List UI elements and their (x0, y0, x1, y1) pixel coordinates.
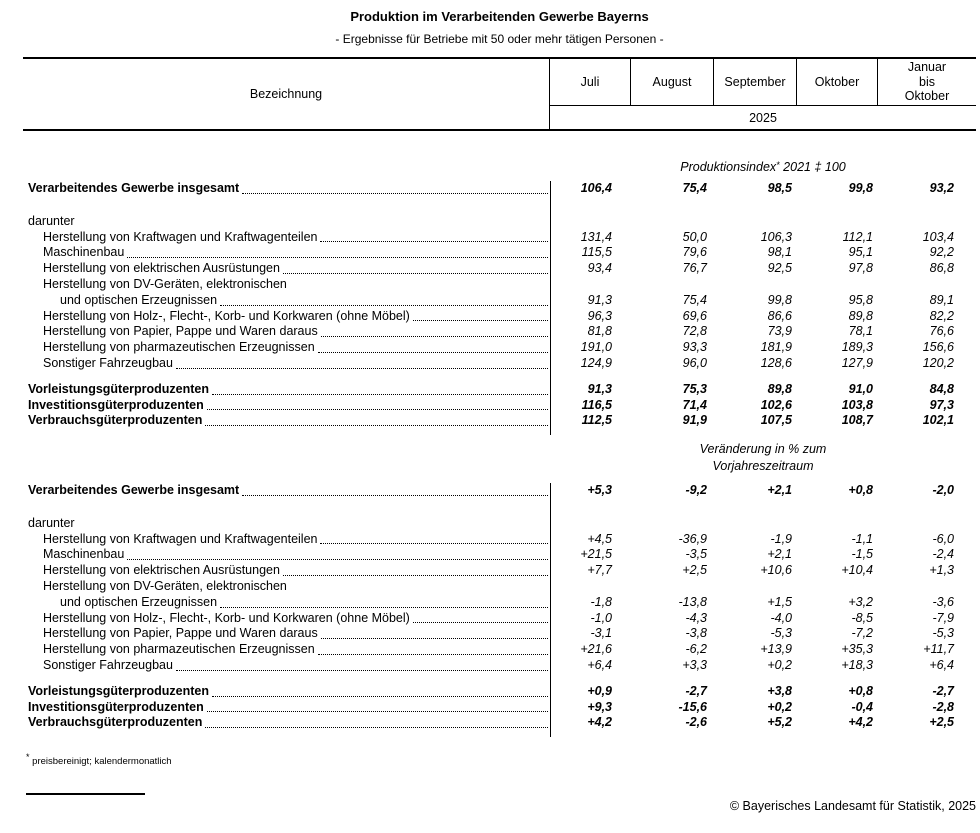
value-cell: +2,1 (767, 547, 792, 562)
table-row (23, 413, 976, 429)
value-cell: 93,3 (682, 340, 707, 355)
row-label-text: Herstellung von Papier, Pappe und Waren daraus (43, 324, 318, 339)
caption-segment: Vorjahreszeitraum (712, 458, 814, 473)
change-values-block (23, 483, 976, 731)
value-cell: +7,7 (587, 563, 612, 578)
value-cell: 112,5 (581, 413, 612, 428)
row-label-text: Herstellung von Holz-, Flecht-, Korb- und Korkwaren (ohne Möbel) (43, 308, 410, 323)
caption-line (550, 159, 976, 177)
value-cell: +2,1 (767, 483, 792, 497)
value-cell: -2,7 (932, 683, 954, 698)
value-cell: 91,3 (587, 292, 612, 307)
dotted-leader (318, 654, 548, 655)
table-row (23, 261, 976, 277)
value-cell: 95,8 (848, 292, 873, 307)
table-row (23, 611, 976, 627)
value-cell: 91,3 (587, 381, 612, 396)
value-cell: 97,3 (929, 397, 954, 412)
section-caption-veraenderung (550, 441, 976, 474)
dotted-leader (320, 241, 548, 242)
value-cell: 106,4 (580, 181, 612, 195)
row-label (23, 684, 550, 700)
value-cell: +6,4 (929, 657, 954, 672)
row-label-text: und optischen Erzeugnissen (60, 594, 218, 609)
value-cell: 120,2 (922, 355, 954, 370)
value-cell: 156,6 (922, 340, 954, 355)
row-label (23, 261, 550, 277)
value-cell: 50,0 (682, 229, 707, 244)
value-cell: 108,7 (841, 413, 873, 428)
value-cell: -3,1 (590, 626, 612, 641)
value-cell: -1,0 (590, 610, 612, 625)
value-cell: -8,5 (851, 610, 873, 625)
row-label-text: Herstellung von pharmazeutischen Erzeugnissen (43, 340, 315, 355)
row-label (23, 181, 550, 197)
row-label (23, 230, 550, 246)
dotted-leader (242, 193, 548, 194)
row-label (23, 245, 550, 261)
value-cell: 79,6 (682, 245, 707, 260)
value-cell: -3,8 (685, 626, 707, 641)
table-row (23, 715, 976, 731)
table-row (23, 214, 976, 230)
table-header (23, 57, 976, 131)
value-cell: 91,0 (848, 381, 873, 396)
value-cell: 76,6 (929, 324, 954, 339)
table-row (23, 684, 976, 700)
value-cell: +10,4 (841, 563, 873, 578)
value-cell: 75,4 (682, 292, 707, 307)
value-cell: 72,8 (682, 324, 707, 339)
value-cell: 89,8 (767, 381, 792, 396)
row-label (23, 642, 550, 658)
page-subtitle: - Ergebnisse für Betriebe mit 50 oder mehr tätigen Personen - (335, 32, 664, 46)
dotted-leader (205, 425, 548, 426)
value-cell: 92,2 (929, 245, 954, 260)
value-cell: 181,9 (760, 340, 792, 355)
column-header-januar-bis-oktober (878, 59, 976, 105)
row-label-text: Verbrauchsgüterproduzenten (28, 715, 203, 730)
value-cell: -1,1 (851, 531, 873, 546)
value-cell: +5,3 (587, 483, 612, 497)
value-cell: 71,4 (682, 397, 707, 412)
value-cell: +21,5 (580, 547, 612, 562)
value-cell: +6,4 (587, 657, 612, 672)
row-label-text: Investitionsgüterproduzenten (28, 699, 204, 714)
value-cell: +0,8 (848, 483, 873, 497)
value-cell: -6,2 (685, 642, 707, 657)
value-cell: +1,5 (767, 594, 792, 609)
value-cell: 191,0 (580, 340, 612, 355)
row-label-text: Herstellung von Papier, Pappe und Waren daraus (43, 626, 318, 641)
caption-segment: * (776, 160, 780, 170)
dotted-leader (242, 495, 548, 496)
value-cell: -1,9 (770, 531, 792, 546)
value-cell: +0,9 (587, 683, 612, 698)
dotted-leader (283, 273, 548, 274)
row-label (23, 340, 550, 356)
value-cell: 99,8 (848, 181, 873, 195)
table-row (23, 324, 976, 340)
value-cell: 73,9 (767, 324, 792, 339)
row-label (23, 483, 550, 499)
value-cell: -5,3 (932, 626, 954, 641)
value-cell: -2,7 (685, 683, 707, 698)
value-cell: 124,9 (580, 355, 612, 370)
dotted-leader (176, 368, 548, 369)
column-divider-line (550, 483, 551, 737)
value-cell: +10,6 (760, 563, 792, 578)
value-cell: 93,2 (929, 181, 954, 195)
caption-segment: Produktionsindex (680, 160, 777, 174)
value-cell: +5,2 (767, 715, 792, 730)
table-row (23, 642, 976, 658)
dotted-leader (413, 320, 548, 321)
row-label-text: Herstellung von DV-Geräten, elektronischen (43, 578, 287, 593)
row-label-text: Maschinenbau (43, 547, 125, 562)
value-cell: +18,3 (841, 657, 873, 672)
value-cell: 78,1 (848, 324, 873, 339)
value-cell: -2,0 (932, 483, 954, 497)
column-header-august: August (631, 59, 714, 105)
row-label-text: Vorleistungsgüterproduzenten (28, 381, 210, 396)
value-cell: -2,8 (932, 699, 954, 714)
value-cell: 96,3 (587, 308, 612, 323)
value-cell: +2,5 (929, 715, 954, 730)
value-cell: +0,2 (767, 699, 792, 714)
row-label (23, 563, 550, 579)
value-cell: +13,9 (760, 642, 792, 657)
value-cell: 95,1 (848, 245, 873, 260)
value-cell: -3,6 (932, 594, 954, 609)
row-label-text: Herstellung von DV-Geräten, elektronischen (43, 276, 287, 291)
row-label (23, 277, 550, 293)
value-cell: -4,0 (770, 610, 792, 625)
value-cell: 89,8 (848, 308, 873, 323)
value-cell: 96,0 (682, 355, 707, 370)
footnote-text: preisbereinigt; kalendermonatlich (32, 756, 172, 767)
footer-separator-line (26, 793, 145, 795)
value-cell: 128,6 (760, 355, 792, 370)
value-cell: 102,1 (922, 413, 954, 428)
caption-segment: Veränderung in % zum (699, 442, 827, 456)
dotted-leader (127, 257, 548, 258)
row-label-text: Herstellung von Kraftwagen und Kraftwagenteilen (43, 531, 318, 546)
table-row (23, 595, 976, 611)
dotted-leader (127, 559, 548, 560)
copyright-notice: © Bayerisches Landesamt für Statistik, 2025 (729, 799, 976, 813)
value-cell: +4,2 (587, 715, 612, 730)
table-row (23, 516, 976, 532)
value-cell: 116,5 (581, 397, 612, 412)
table-row (23, 563, 976, 579)
value-cell: -13,8 (678, 594, 707, 609)
table-row (23, 579, 976, 595)
row-label-text: Vorleistungsgüterproduzenten (28, 683, 210, 698)
value-cell: 75,4 (682, 181, 707, 195)
row-label (23, 532, 550, 548)
table-row (23, 356, 976, 372)
row-label-text: Herstellung von pharmazeutischen Erzeugnissen (43, 642, 315, 657)
value-cell: +1,3 (929, 563, 954, 578)
column-header-bezeichnung (23, 59, 550, 129)
caption-line (550, 441, 976, 458)
dotted-leader (207, 409, 548, 410)
value-cell: -1,8 (590, 594, 612, 609)
value-cell: -5,3 (770, 626, 792, 641)
month-labels-row (550, 59, 976, 105)
row-label-text: Herstellung von elektrischen Ausrüstungen (43, 563, 280, 578)
column-header-september: September (714, 59, 797, 105)
row-label (23, 626, 550, 642)
row-label (23, 658, 550, 674)
value-cell: +4,5 (587, 531, 612, 546)
dotted-leader (212, 394, 548, 395)
row-label-text: Investitionsgüterproduzenten (28, 397, 204, 412)
value-cell: +35,3 (841, 642, 873, 657)
value-cell: +11,7 (923, 642, 954, 657)
month-columns-header (550, 59, 976, 129)
dotted-leader (318, 352, 548, 353)
value-cell: 106,3 (760, 229, 792, 244)
value-cell: +21,6 (580, 642, 612, 657)
table-row (23, 181, 976, 197)
value-cell: -36,9 (678, 531, 707, 546)
page-title: Produktion im Verarbeitenden Gewerbe Bayerns (350, 9, 649, 24)
row-label-text: darunter (28, 515, 75, 530)
value-cell: 99,8 (767, 292, 792, 307)
table-row (23, 547, 976, 563)
table-row (23, 626, 976, 642)
value-cell: +2,5 (682, 563, 707, 578)
caption-segment: 2021 ‡ 100 (779, 160, 846, 174)
value-cell: +9,3 (587, 699, 612, 714)
row-label-text: Herstellung von Kraftwagen und Kraftwagenteilen (43, 229, 318, 244)
table-row (23, 658, 976, 674)
row-label (23, 309, 550, 325)
dotted-leader (321, 336, 548, 337)
table-row (23, 700, 976, 716)
value-cell: 92,5 (767, 261, 792, 276)
index-values-block (23, 181, 976, 429)
value-cell: 69,6 (682, 308, 707, 323)
dotted-leader (320, 543, 548, 544)
dotted-leader (220, 305, 548, 306)
value-cell: 75,3 (682, 381, 707, 396)
column-header-juli: Juli (550, 59, 631, 105)
row-label (23, 595, 550, 611)
value-cell: 76,7 (682, 261, 707, 276)
row-label-text: Herstellung von elektrischen Ausrüstungen (43, 261, 280, 276)
dotted-leader (207, 711, 548, 712)
table-row (23, 309, 976, 325)
value-cell: +3,3 (682, 657, 707, 672)
value-cell: 103,4 (922, 229, 954, 244)
value-cell: 93,4 (587, 261, 612, 276)
row-label (23, 293, 550, 309)
value-cell: +0,2 (767, 657, 792, 672)
table-row (23, 230, 976, 246)
row-label-text: und optischen Erzeugnissen (60, 292, 218, 307)
value-cell: 86,6 (767, 308, 792, 323)
table-row (23, 293, 976, 309)
column-divider-line (550, 181, 551, 435)
value-cell: -2,4 (932, 547, 954, 562)
dotted-leader (321, 638, 548, 639)
column-header-bezeichnung-label: Bezeichnung (249, 87, 323, 101)
value-cell: -9,2 (685, 483, 707, 497)
value-cell: -7,2 (851, 626, 873, 641)
row-label (23, 398, 550, 414)
dotted-leader (413, 622, 548, 623)
row-label-text: Maschinenbau (43, 245, 125, 260)
value-cell: +0,8 (848, 683, 873, 698)
value-cell: 103,8 (841, 397, 873, 412)
table-row (23, 483, 976, 499)
year-header: 2025 (550, 105, 976, 129)
value-cell: 131,4 (580, 229, 612, 244)
value-cell: 102,6 (760, 397, 792, 412)
section-caption-produktionsindex (550, 159, 976, 177)
table-row (23, 245, 976, 261)
value-cell: 97,8 (848, 261, 873, 276)
value-cell: 81,8 (587, 324, 612, 339)
value-cell: 98,5 (767, 181, 792, 195)
value-cell: 82,2 (929, 308, 954, 323)
row-label (23, 547, 550, 563)
dotted-leader (220, 607, 548, 608)
value-cell: +3,8 (767, 683, 792, 698)
value-cell: -3,5 (685, 547, 707, 562)
row-label (23, 356, 550, 372)
table-row (23, 340, 976, 356)
footnote-marker: * (26, 752, 30, 762)
column-header-januar-bis-oktober-label: Januar bis Oktober (904, 60, 950, 104)
value-cell: +4,2 (848, 715, 873, 730)
row-label-text: Verarbeitendes Gewerbe insgesamt (28, 483, 240, 497)
column-header-oktober: Oktober (797, 59, 878, 105)
caption-line (550, 458, 976, 475)
row-label (23, 700, 550, 716)
row-label (23, 324, 550, 340)
dotted-leader (283, 575, 548, 576)
value-cell: -2,6 (685, 715, 707, 730)
value-cell: 107,5 (760, 413, 792, 428)
value-cell: 189,3 (841, 340, 873, 355)
value-cell: -6,0 (932, 531, 954, 546)
table-row (23, 277, 976, 293)
dotted-leader (212, 696, 548, 697)
row-label-text: Herstellung von Holz-, Flecht-, Korb- und Korkwaren (ohne Möbel) (43, 610, 410, 625)
row-label-text: Sonstiger Fahrzeugbau (43, 355, 173, 370)
row-label (23, 382, 550, 398)
value-cell: 91,9 (682, 413, 707, 428)
value-cell: -1,5 (851, 547, 873, 562)
row-label-text: Verarbeitendes Gewerbe insgesamt (28, 181, 240, 195)
value-cell: 86,8 (929, 261, 954, 276)
value-cell: -4,3 (685, 610, 707, 625)
value-cell: -0,4 (851, 699, 873, 714)
row-label (23, 214, 550, 230)
dotted-leader (205, 727, 548, 728)
value-cell: 89,1 (929, 292, 954, 307)
row-label (23, 413, 550, 429)
row-label-text: Verbrauchsgüterproduzenten (28, 413, 203, 428)
footnote (26, 752, 172, 767)
table-row (23, 398, 976, 414)
table-row (23, 382, 976, 398)
value-cell: 84,8 (929, 381, 954, 396)
value-cell: 115,5 (581, 245, 612, 260)
row-label (23, 611, 550, 627)
value-cell: 127,9 (841, 355, 873, 370)
row-label-text: Sonstiger Fahrzeugbau (43, 657, 173, 672)
value-cell: -15,6 (678, 699, 707, 714)
row-label (23, 579, 550, 595)
value-cell: -7,9 (932, 610, 954, 625)
value-cell: +3,2 (848, 594, 873, 609)
dotted-leader (176, 670, 548, 671)
value-cell: 98,1 (767, 245, 792, 260)
table-row (23, 532, 976, 548)
value-cell: 112,1 (842, 229, 873, 244)
row-label (23, 715, 550, 731)
row-label (23, 516, 550, 532)
row-label-text: darunter (28, 213, 75, 228)
